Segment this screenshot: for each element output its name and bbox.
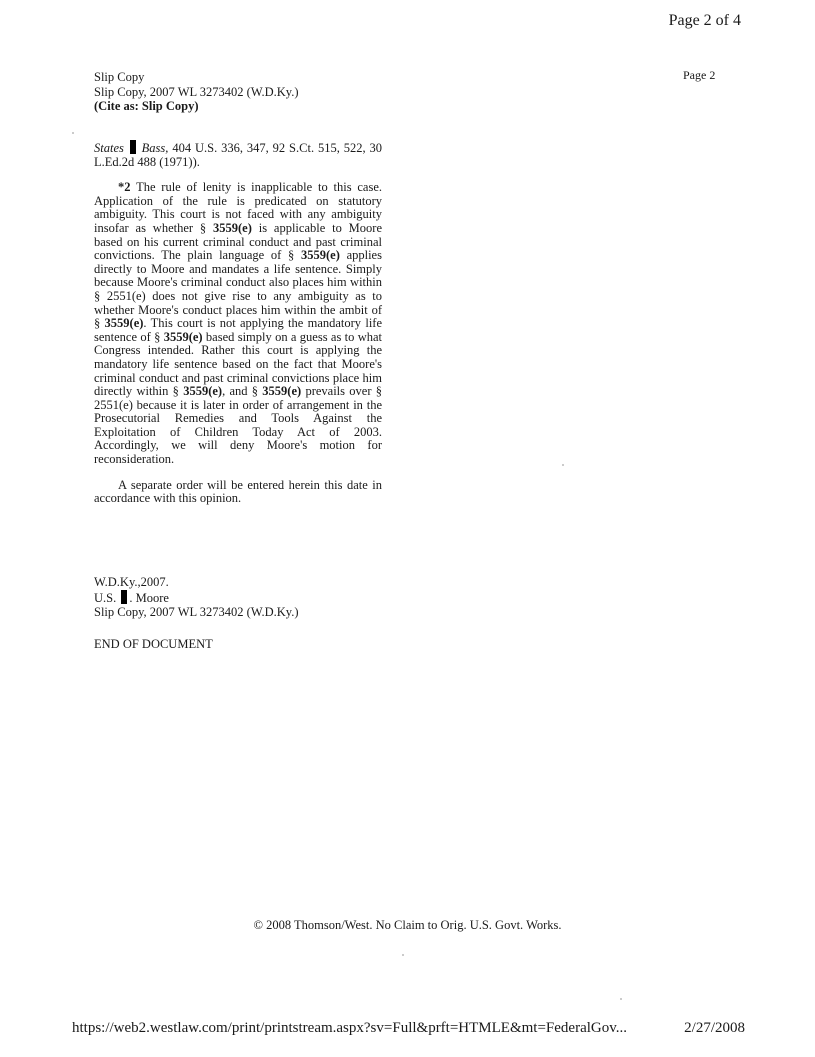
scan-speck (72, 132, 74, 134)
redaction-mark (121, 590, 127, 604)
order-paragraph: A separate order will be entered herein this date in accordance with this opinion. (94, 477, 382, 506)
print-date: 2/27/2008 (684, 1020, 745, 1036)
statute-ref: 3559(e) (262, 384, 302, 399)
star-page-marker: *2 (118, 180, 131, 195)
statute-ref: 3559(e) (163, 329, 203, 344)
lenity-paragraph: *2 The rule of lenity is inapplicable to this case. Application of the rule is predicated on statutory ambiguity. This court is not faced with any ambiguity insofar as whether § 3559(e) is applicable to Moore based on his current criminal conduct and past criminal convictions. The plain language of § 3559(e) applies directly to Moore and mandates a life sentence. Simply because Moore's criminal conduct also places him within § 2551(e) does not give rise to any ambiguity as to whether Moore's conduct places him within the ambit of § 3559(e). This court is not applying the mandatory life sentence of § 3559(e) based simply on a guess as to what Congress intended. Rather this court is applying the mandatory life sentence based on the fact that Moore's criminal conduct and past criminal convictions place him directly within § 3559(e), and § 3559(e) prevails over § 2551(e) because it is later in order of arrangement in the Prosecutorial Remedies and Tools Against the Exploitation of Children Today Act of 2003. Accordingly, we will deny Moore's motion for reconsideration. (94, 180, 383, 467)
statute-ref: 3559(e) (213, 220, 252, 235)
opinion-body (94, 140, 382, 506)
end-of-document: END OF DOCUMENT (94, 637, 213, 651)
case-meta (94, 575, 299, 620)
document-header (94, 70, 299, 114)
statute-ref: 3559(e) (183, 384, 223, 399)
slip-line: Slip Copy, 2007 WL 3273402 (W.D.Ky.) (94, 605, 299, 619)
case-name-line: U.S. . Moore (94, 590, 169, 605)
document-page-label: Page 2 (683, 68, 716, 82)
statute-ref: 3559(e) (104, 316, 144, 331)
redaction-mark (130, 140, 136, 154)
header-line-cite-as: (Cite as: Slip Copy) (94, 99, 199, 113)
copyright-notice: © 2008 Thomson/West. No Claim to Orig. U.S. Govt. Works. (253, 918, 562, 932)
print-url: https://web2.westlaw.com/print/printstream.aspx?sv=Full&prft=HTMLE&mt=FederalGov... (72, 1020, 628, 1036)
cite-bass: Bass, (141, 141, 169, 155)
header-line-citation: Slip Copy, 2007 WL 3273402 (W.D.Ky.) (94, 84, 299, 99)
scan-speck (402, 954, 404, 956)
header-line-slip-copy: Slip Copy (94, 70, 145, 84)
page-indicator: Page 2 of 4 (668, 12, 741, 29)
scan-speck (620, 998, 622, 1000)
statute-ref: 3559(e) (300, 248, 340, 263)
court-line: W.D.Ky.,2007. (94, 575, 169, 589)
cite-reference: 404 U.S. 336, 347, 92 S.Ct. 515, 522, 30 L.Ed.2d 488 (1971)). (94, 141, 383, 169)
citation-paragraph (94, 140, 382, 169)
scan-speck (562, 464, 564, 466)
cite-states: States (94, 141, 124, 155)
